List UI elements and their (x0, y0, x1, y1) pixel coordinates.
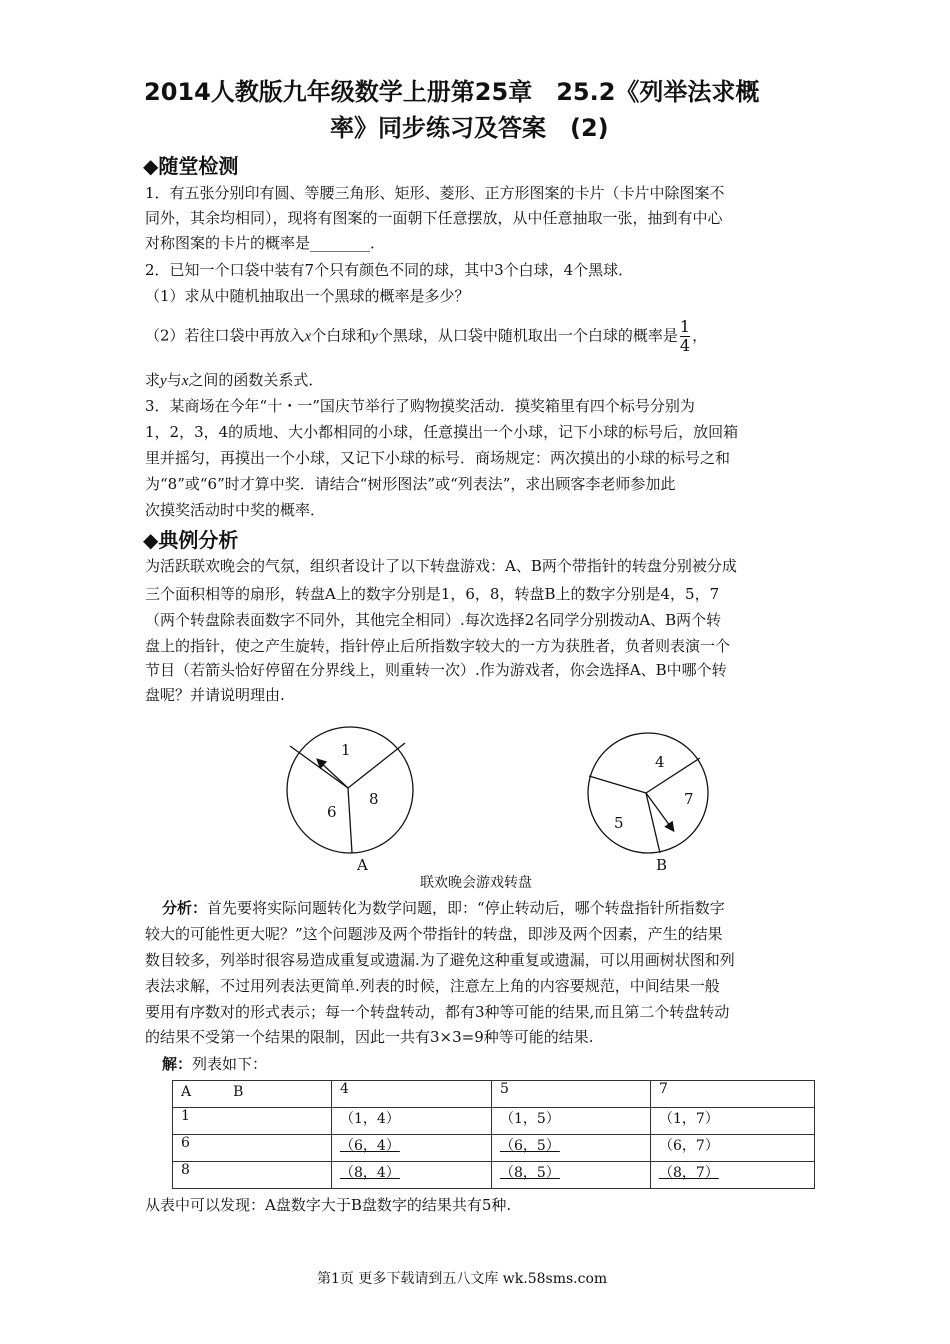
text-line: 要用有序数对的形式表示；每一个转盘转动，都有3种等可能的结果,而且第二个转盘转动 (145, 1003, 730, 1021)
title-line-1: 2014人教版九年级数学上册第25章 25.2《列举法求概 (144, 78, 760, 106)
text-line: 同外，其余均相同），现将有图案的一面朝下任意摆放，从中任意抽取一张，抽到有中心 (145, 209, 723, 227)
text-line: 盘上的指针，使之产生旋转，指针停止后所指数字较大的一方为获胜者，负者则表演一个 (145, 637, 731, 655)
page-footer: 第1页 更多下载请到五八文库 wk.58sms.com (317, 1271, 608, 1287)
figure-caption: 联欢晚会游戏转盘 (420, 875, 532, 891)
text-line: 1．有五张分别印有圆、等腰三角形、矩形、菱形、正方形图案的卡片（卡片中除图案不 (145, 184, 725, 202)
spinner-b-number: 7 (684, 790, 694, 808)
question-2-2-b: 求y与x之间的函数关系式． (145, 371, 324, 389)
text-line: 为“8”或“6”时才算中奖．请结合“树形图法”或“列表法”，求出顾客李老师参加此 (145, 475, 676, 493)
text-line: 对称图案的卡片的概率是________． (145, 234, 386, 252)
results-table (172, 1080, 815, 1189)
conclusion: 从表中可以发现：A盘数字大于B盘数字的结果共有5种. (145, 1196, 512, 1214)
spinner-b-number: 4 (655, 753, 665, 771)
table-row: 8 （8，4） （8，5） （8，7） (173, 1162, 815, 1189)
table-row: 1 （1，4） （1，5） （1，7） (173, 1108, 815, 1135)
section-heading-examples: ◆典例分析 (143, 528, 239, 552)
spinner-b-label: B (656, 856, 668, 874)
text-line: 1，2，3，4的质地、大小都相同的小球，任意摸出一个小球，记下小球的标号后，放回箱 (145, 423, 739, 441)
spinner-a-number: 1 (341, 741, 351, 759)
fraction: $\frac{1}{4}$ (679, 317, 691, 355)
solution-intro: 解：列表如下： (162, 1055, 268, 1073)
spinner-b-number: 5 (614, 814, 624, 832)
text-line: 三个面积相等的扇形，转盘A上的数字分别是1，6，8，转盘B上的数字分别是4，5，7 (145, 585, 720, 603)
text-line: （1）求从中随机抽取出一个黑球的概率是多少？ (145, 287, 470, 305)
text-line: 较大的可能性更大呢？”这个问题涉及两个带指针的转盘，即涉及两个因素，产生的结果 (145, 925, 723, 943)
text-line: 里并摇匀，再摸出一个小球，又记下小球的标号．商场规定：两次摸出的小球的标号之和 (145, 449, 731, 467)
pointer-arrow-a (318, 760, 348, 788)
text-line: 次摸奖活动时中奖的概率． (145, 501, 326, 519)
section-heading-practice: ◆随堂检测 (143, 154, 239, 178)
spinner-a-number: 6 (327, 803, 337, 821)
title-line-2: 率》同步练习及答案 (2) (330, 114, 609, 142)
text-line: 2．已知一个口袋中装有7个只有颜色不同的球，其中3个白球，4个黑球． (145, 261, 634, 279)
text-line: （两个转盘除表面数字不同外，其他完全相同）.每次选择2名同学分别拨动A、B两个转 (145, 611, 722, 629)
spinner-a-number: 8 (369, 790, 379, 808)
text-line: 为活跃联欢晚会的气氛，组织者设计了以下转盘游戏：A、B两个带指针的转盘分别被分成 (145, 557, 737, 575)
text-line: 节目（若箭头恰好停留在分界线上，则重转一次）.作为游戏者，你会选择A、B中哪个转 (145, 661, 727, 679)
text-line: 数目较多，列举时很容易造成重复或遗漏.为了避免这种重复或遗漏，可以用画树状图和列 (145, 951, 735, 969)
text-line: 的结果不受第一个结果的限制，因此一共有3×3=9种等可能的结果. (145, 1028, 594, 1046)
question-2-2: （2）若往口袋中再放入x个白球和y个黑球，从口袋中随机取出一个白球的概率是 $\frac{1}{4}$ ， (145, 317, 708, 355)
text-line: 盘呢？并请说明理由. (145, 686, 285, 704)
spinner-a-label: A (357, 856, 368, 874)
table-row: 6 （6，4） （6，5） （6，7） (173, 1135, 815, 1162)
text-line: 表法求解，不过用列表法更简单.列表的时候，注意左上角的内容要规范，中间结果一般 (145, 977, 720, 995)
analysis-line: 分析：首先要将实际问题转化为数学问题，即：“停止转动后，哪个转盘指针所指数字 (162, 899, 725, 917)
text-line: 3．某商场在今年“十・一”国庆节举行了购物摸奖活动．摸奖箱里有四个标号分别为 (145, 397, 695, 415)
table-header-row: A B 4 5 7 (173, 1081, 815, 1108)
